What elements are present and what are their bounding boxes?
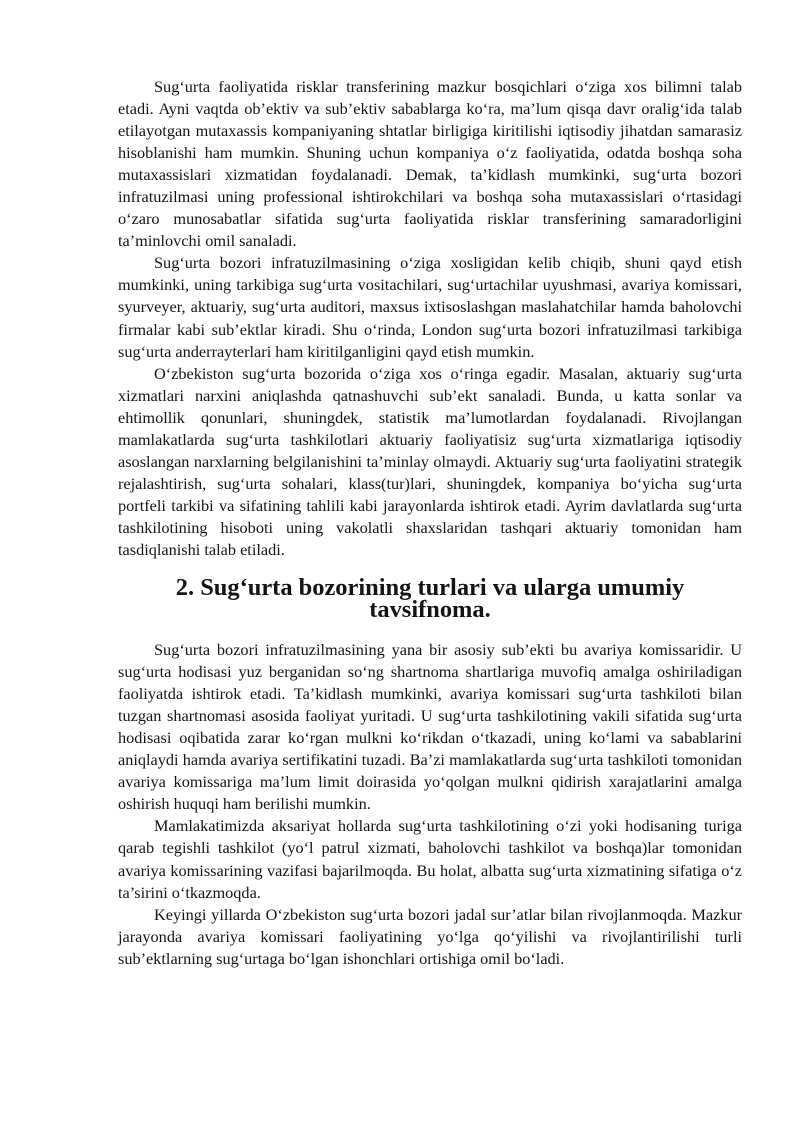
paragraph: Sug‘urta bozori infratuzilmasining o‘ziga xosligidan kelib chiqib, shuni qayd etish mumkinki, uning tarkibiga sug‘urta vositachilari, sug‘urtachilar uyushmasi, avariya komissari, syurveyer, aktuariy, sug‘urta auditori, maxsus ixtisoslashgan maslahatchilar hamda baholovchi firmalar kabi sub’ektlar kiradi. Shu o‘rinda, London sug‘urta bozori infratuzilmasi tarkibiga sug‘urta anderrayterlari ham kiritilganligini qayd etish mumkin. xyxy=(118,253,742,361)
paragraph: Sug‘urta bozori infratuzilmasining yana bir asosiy sub’ekti bu avariya komissaridir. U sug‘urta hodisasi yuz berganidan so‘ng shartnoma shartlariga muvofiq amalga oshiriladigan faoliyatda ishtirok etadi. Ta’kidlash mumkinki, avariya komissari sug‘urta tashkiloti bilan tuzgan shartnomasi asosida faoliyat yuritadi. U sug‘urta tashkilotining vakili sifatida sug‘urta hodisasi oqibatida zarar ko‘rgan mulkni ko‘rikdan o‘tkazadi, uning ko‘lami va sabablarini aniqlaydi hamda avariya sertifikatini tuzadi. Ba’zi mamlakatlarda sug‘urta tashkiloti tomonidan avariya komissariga ma’lum limit doirasida yo‘qolgan mulkni qidirish xarajatlarini amalga oshirish huquqi ham berilishi mumkin. xyxy=(118,640,742,814)
paragraph: Mamlakatimizda aksariyat hollarda sug‘urta tashkilotining o‘zi yoki hodisaning turiga qarab tegishli tashkilot (yo‘l patrul xizmati, baholovchi tashkilot va boshqa)lar tomonidan avariya komissarining vazifasi bajarilmoqda. Bu holat, albatta sug‘urta xizmatining sifatiga o‘z ta’sirini o‘tkazmoqda. xyxy=(118,816,742,902)
paragraph: Keyingi yillarda O‘zbekiston sug‘urta bozori jadal sur’atlar bilan rivojlanmoqda. Mazkur jarayonda avariya komissari faoliyatining yo‘lga qo‘yilishi va rivojlantirilishi turli sub’ektlarning sug‘urtaga bo‘lgan ishonchlari ortishiga omil bo‘ladi. xyxy=(118,904,742,968)
section-heading: 2. Sug‘urta bozorining turlari va ularga umumiy tavsifnoma. xyxy=(175,574,685,624)
document-page xyxy=(118,76,742,970)
paragraph: Sug‘urta faoliyatida risklar transferining mazkur bosqichlari o‘ziga xos bilimni talab etadi. Ayni vaqtda ob’ektiv va sub’ektiv sabablarga ko‘ra, ma’lum qisqa davr oralig‘ida talab etilayotgan mutaxassis kompaniyaning shtatlar birligiga kiritilishi iqtisodiy jihatdan samarasiz hisoblanishi ham mumkin. Shuning uchun kompaniya o‘z faoliyatida, odatda boshqa soha mutaxassislari xizmatidan foydalanadi. Demak, ta’kidlash mumkinki, sug‘urta bozori infratuzilmasi uning professional ishtirokchilari va boshqa soha mutaxassislari o‘rtasidagi o‘zaro munosabatlar sifatida sug‘urta faoliyatida risklar transferining samaradorligini ta’minlovchi omil sanaladi. xyxy=(118,77,742,251)
paragraph: O‘zbekiston sug‘urta bozorida o‘ziga xos o‘ringa egadir. Masalan, aktuariy sug‘urta xizmatlari narxini aniqlashda qatnashuvchi sub’ekt sanaladi. Bunda, u katta sonlar va ehtimollik qonunlari, shuningdek, statistik ma’lumotlardan foydalanadi. Rivojlangan mamlakatlarda sug‘urta tashkilotlari aktuariy faoliyatisiz sug‘urta xizmatlariga iqtisodiy asoslangan narxlarning belgilanishini ta’minlay olmaydi. Aktuariy sug‘urta faoliyatini strategik rejalashtirish, sug‘urta sohalari, klass(tur)lari, shuningdek, kompaniya bo‘yicha sug‘urta portfeli tarkibi va sifatining tahlili kabi jarayonlarda ishtirok etadi. Ayrim davlatlarda sug‘urta tashkilotining hisoboti uning vakolatli shaxslaridan tashqari aktuariy tomonidan ham tasdiqlanishi talab etiladi. xyxy=(118,363,742,559)
